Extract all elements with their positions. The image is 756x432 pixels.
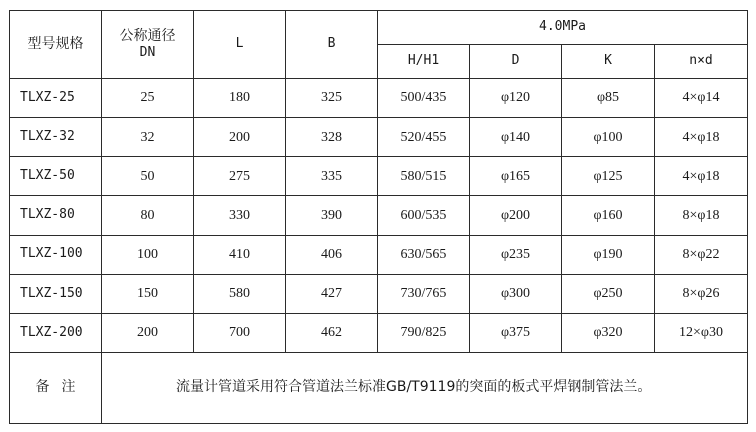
cell-D: φ140	[470, 118, 562, 157]
cell-dn: 25	[102, 79, 194, 118]
note-text: 流量计管道采用符合管道法兰标准GB/T9119的突面的板式平焊钢制管法兰。	[102, 352, 748, 423]
cell-dn: 150	[102, 274, 194, 313]
cell-L: 700	[194, 313, 286, 352]
cell-L: 580	[194, 274, 286, 313]
cell-K: φ320	[562, 313, 655, 352]
cell-nxd: 8×φ22	[655, 235, 748, 274]
table-row	[10, 313, 748, 352]
header-nominal-label: 公称通径	[119, 27, 176, 44]
cell-B: 390	[286, 196, 378, 235]
cell-K: φ250	[562, 274, 655, 313]
table-row	[10, 274, 748, 313]
cell-D: φ200	[470, 196, 562, 235]
cell-B: 462	[286, 313, 378, 352]
cell-H: 630/565	[378, 235, 470, 274]
header-B: B	[286, 11, 378, 79]
cell-D: φ375	[470, 313, 562, 352]
spec-table	[9, 10, 748, 424]
cell-K: φ190	[562, 235, 655, 274]
table-row	[10, 235, 748, 274]
cell-dn: 200	[102, 313, 194, 352]
cell-nxd: 4×φ14	[655, 79, 748, 118]
cell-model: TLXZ-100	[10, 235, 102, 274]
cell-dn: 50	[102, 157, 194, 196]
cell-dn: 80	[102, 196, 194, 235]
cell-L: 275	[194, 157, 286, 196]
header-row-top	[10, 11, 748, 45]
header-K: K	[562, 45, 655, 79]
cell-model: TLXZ-50	[10, 157, 102, 196]
cell-model: TLXZ-25	[10, 79, 102, 118]
cell-dn: 32	[102, 118, 194, 157]
header-nominal-diameter	[102, 11, 194, 79]
cell-H: 600/535	[378, 196, 470, 235]
cell-D: φ165	[470, 157, 562, 196]
cell-K: φ160	[562, 196, 655, 235]
cell-nxd: 4×φ18	[655, 118, 748, 157]
cell-D: φ120	[470, 79, 562, 118]
cell-L: 410	[194, 235, 286, 274]
cell-B: 427	[286, 274, 378, 313]
header-H: H/H1	[378, 45, 470, 79]
cell-nxd: 8×φ26	[655, 274, 748, 313]
cell-model: TLXZ-80	[10, 196, 102, 235]
header-pressure: 4.0MPa	[378, 11, 748, 45]
header-L: L	[194, 11, 286, 79]
cell-nxd: 12×φ30	[655, 313, 748, 352]
cell-H: 580/515	[378, 157, 470, 196]
table-body	[10, 11, 748, 424]
cell-model: TLXZ-150	[10, 274, 102, 313]
cell-L: 180	[194, 79, 286, 118]
header-nxd: n×d	[655, 45, 748, 79]
cell-nxd: 8×φ18	[655, 196, 748, 235]
cell-D: φ300	[470, 274, 562, 313]
cell-H: 520/455	[378, 118, 470, 157]
cell-D: φ235	[470, 235, 562, 274]
table-row	[10, 157, 748, 196]
table-row	[10, 118, 748, 157]
header-D: D	[470, 45, 562, 79]
cell-nxd: 4×φ18	[655, 157, 748, 196]
cell-K: φ85	[562, 79, 655, 118]
cell-B: 335	[286, 157, 378, 196]
cell-H: 790/825	[378, 313, 470, 352]
cell-H: 500/435	[378, 79, 470, 118]
note-row	[10, 352, 748, 423]
cell-L: 200	[194, 118, 286, 157]
cell-model: TLXZ-32	[10, 118, 102, 157]
cell-dn: 100	[102, 235, 194, 274]
note-label: 备注	[10, 352, 102, 423]
cell-H: 730/765	[378, 274, 470, 313]
cell-K: φ125	[562, 157, 655, 196]
cell-B: 325	[286, 79, 378, 118]
cell-model: TLXZ-200	[10, 313, 102, 352]
table-row	[10, 196, 748, 235]
header-model: 型号规格	[10, 11, 102, 79]
cell-B: 328	[286, 118, 378, 157]
header-dn-label: DN	[139, 45, 156, 61]
table-row	[10, 79, 748, 118]
cell-K: φ100	[562, 118, 655, 157]
cell-L: 330	[194, 196, 286, 235]
cell-B: 406	[286, 235, 378, 274]
